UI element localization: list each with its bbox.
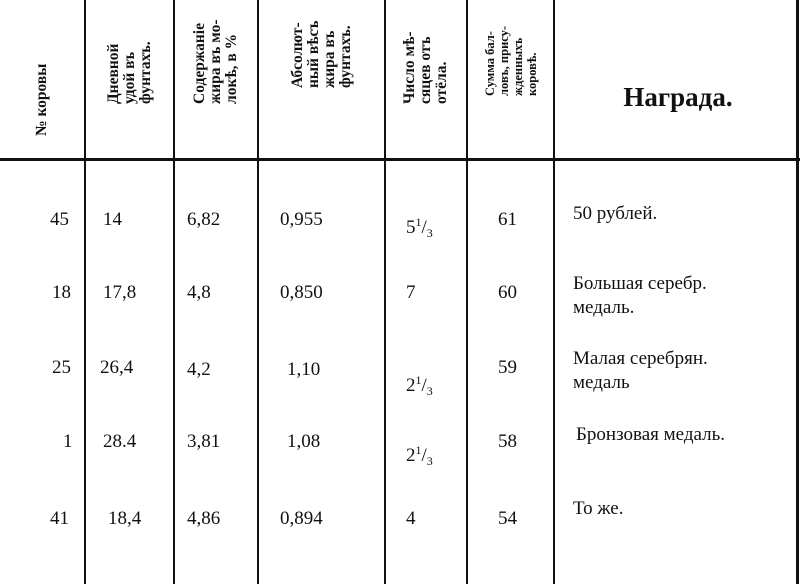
cell-points: 61 <box>498 209 517 230</box>
header-text: Число мѣ- <box>401 31 418 104</box>
cell-yield: 14 <box>103 209 122 230</box>
header-text: коровѣ. <box>524 52 539 96</box>
column-rule <box>553 0 555 584</box>
header-fat-content <box>175 14 257 158</box>
header-text: локѣ, в % <box>223 33 240 104</box>
header-months <box>386 14 466 158</box>
header-text: ный вѣсъ <box>304 20 322 88</box>
header-text: Сумма бал- <box>482 31 497 96</box>
cell-award: То же. <box>573 498 624 519</box>
header-cow-no <box>0 14 84 158</box>
cell-yield: 28.4 <box>103 431 137 452</box>
cell-months: $5^1/_3$ <box>406 215 433 240</box>
cell-months: 7 <box>406 282 416 303</box>
header-text: удой въ <box>120 51 138 104</box>
header-text: Дневной <box>104 43 122 104</box>
cell-abs-fat: 0,850 <box>280 282 323 303</box>
cell-months: 4 <box>406 508 416 529</box>
header-abs-fat <box>259 14 384 158</box>
header-text: жира въ мо- <box>207 19 224 104</box>
cell-cow: 18 <box>52 282 71 303</box>
cell-award: Малая серебрян. медаль <box>573 348 708 393</box>
cell-yield: 26,4 <box>100 357 134 378</box>
cell-cow: 41 <box>50 508 69 529</box>
cell-yield: 17,8 <box>103 282 137 303</box>
header-text: фунтахъ. <box>336 25 354 88</box>
header-text: жденныхъ <box>510 37 525 96</box>
cell-cow: 25 <box>52 357 71 378</box>
header-award: Награда. <box>623 82 733 112</box>
header-text: Содержаніе <box>191 23 208 104</box>
cell-abs-fat: 0,894 <box>280 508 323 529</box>
cell-abs-fat: 1,10 <box>287 359 321 380</box>
cell-cow: 1 <box>63 431 73 452</box>
header-rule <box>0 158 800 161</box>
header-text: сяцев отъ <box>417 36 434 104</box>
cell-yield: 18,4 <box>108 508 142 529</box>
header-text: жира въ <box>320 30 338 88</box>
cell-cow: 45 <box>50 209 69 230</box>
cell-months: $2^1/_3$ <box>406 443 433 468</box>
cell-abs-fat: 0,955 <box>280 209 323 230</box>
cell-points: 60 <box>498 282 517 303</box>
header-text: Абсолют- <box>288 22 306 88</box>
cell-points: 54 <box>498 508 517 529</box>
cell-points: 58 <box>498 431 517 452</box>
cell-months: $2^1/_3$ <box>406 373 433 398</box>
header-text: фунтахъ. <box>136 41 154 104</box>
cell-abs-fat: 1,08 <box>287 431 321 452</box>
cell-fat: 6,82 <box>187 209 221 230</box>
cell-award: Большая серебр. медаль. <box>573 273 707 318</box>
cell-fat: 3,81 <box>187 431 221 452</box>
header-points <box>468 14 553 158</box>
header-text: отёла. <box>433 61 450 104</box>
cell-fat: 4,86 <box>187 508 221 529</box>
cell-award: Бронзовая медаль. <box>576 424 725 445</box>
cell-fat: 4,8 <box>187 282 211 303</box>
cell-award: 50 рублей. <box>573 203 658 224</box>
header-daily-yield <box>86 14 173 158</box>
header-text: ловъ, прису- <box>496 25 511 96</box>
table-border-right <box>796 0 799 584</box>
cell-fat: 4,2 <box>187 359 211 380</box>
header-text: № коровы <box>33 63 50 136</box>
cell-points: 59 <box>498 357 517 378</box>
